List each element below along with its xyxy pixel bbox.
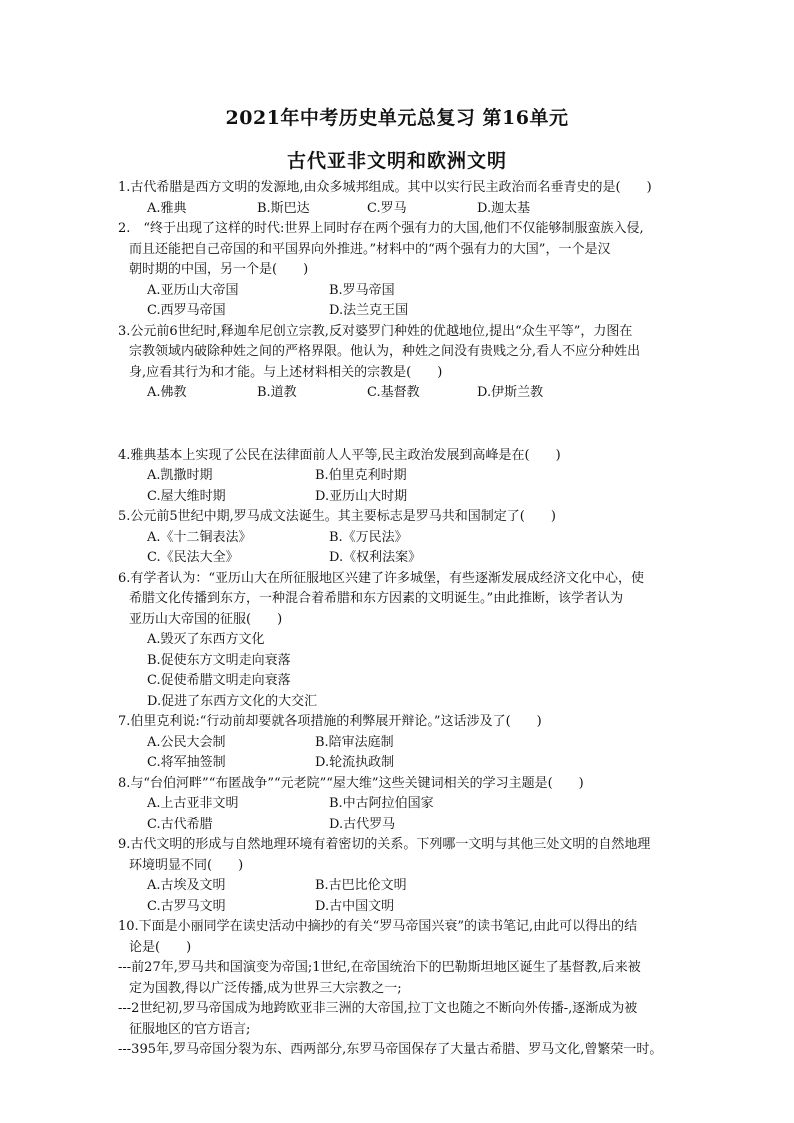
page-title: 2021年中考历史单元总复习 第16单元: [225, 107, 569, 129]
answer-option[interactable]: D.古中国文明: [315, 898, 395, 914]
option-row: [118, 671, 703, 692]
answer-option[interactable]: C.古代希腊: [147, 816, 213, 832]
question-text-line: 7.伯里克利说:“行动前却要就各项措施的利弊展开辩论。”这话涉及了( ): [118, 714, 542, 729]
question-text-line: 2. “终于出现了这样的时代:世界上同时存在两个强有力的大国,他们不仅能够制服蛮族入侵,: [118, 221, 644, 236]
question-text-line: 而且还能把自己帝国的和平国界向外推进。”材料中的“两个强有力的大国”，一个是汉: [129, 241, 611, 257]
reading-note-line: ---前27年,罗马共和国演变为帝国;1世纪,在帝国统治下的巴勒斯坦地区诞生了基督教,后来被: [118, 960, 641, 975]
question-list: [118, 178, 703, 1061]
answer-option[interactable]: C.罗马: [367, 200, 407, 216]
question-8: [118, 774, 703, 836]
option-row: [118, 897, 703, 918]
option-row: [118, 487, 703, 508]
question-text-line: 宗教领域内破除种姓之间的严格界限。他认为，种姓之间没有贵贱之分,看人不应分种姓出: [129, 344, 641, 359]
answer-option[interactable]: C.古罗马文明: [147, 898, 226, 914]
answer-option[interactable]: D.《权利法案》: [329, 550, 422, 565]
option-row: [118, 301, 703, 322]
question-4: [118, 446, 703, 508]
answer-option[interactable]: B.古巴比伦文明: [315, 878, 407, 893]
question-9: [118, 835, 703, 917]
answer-option[interactable]: A.凯撒时期: [147, 468, 213, 483]
question-2: [118, 219, 703, 322]
question-text-line: 8.与“台伯河畔”“布匿战争”“元老院”“屋大维”这些关键词相关的学习主题是( ): [118, 775, 584, 791]
option-row: [118, 753, 703, 774]
option-row: [118, 281, 703, 302]
answer-option[interactable]: D.促进了东西方文化的大交汇: [147, 693, 318, 709]
option-row: [118, 466, 703, 487]
option-row: [118, 528, 703, 549]
answer-option[interactable]: A.亚历山大帝国: [147, 282, 239, 298]
question-3: [118, 322, 703, 404]
question-6: [118, 569, 703, 713]
answer-option[interactable]: A.《十二铜表法》: [147, 529, 252, 545]
question-text-line: 希腊文化传播到东方，一种混合着希腊和东方因素的文明诞生。”由此推断，该学者认为: [129, 591, 624, 606]
reading-note-line: 征服地区的官方语言;: [129, 1021, 251, 1037]
question-text-line: 朝时期的中国，另一个是( ): [129, 262, 309, 277]
question-text-line: 5.公元前5世纪中期,罗马成文法诞生。其主要标志是罗马共和国制定了( ): [118, 509, 556, 524]
answer-option[interactable]: A.毁灭了东西方文化: [147, 632, 265, 647]
answer-option[interactable]: C.屋大维时期: [147, 488, 226, 504]
blank-space: [118, 404, 703, 446]
page-subtitle: 古代亚非文明和欧洲文明: [286, 150, 507, 172]
answer-option[interactable]: D.法兰克王国: [329, 303, 409, 318]
option-row: [118, 199, 703, 220]
question-text-line: 9.古代文明的形成与自然地理环境有着密切的关系。下列哪一文明与其他三处文明的自然地理: [118, 837, 651, 852]
answer-option[interactable]: C.《民法大全》: [147, 550, 239, 565]
answer-option[interactable]: B.道教: [257, 385, 297, 400]
answer-option[interactable]: D.伊斯兰教: [477, 385, 544, 400]
option-row: [118, 383, 703, 404]
option-row: [118, 692, 703, 713]
option-row: [118, 630, 703, 651]
question-7: [118, 712, 703, 774]
question-text-line: 6.有学者认为：“亚历山大在所征服地区兴建了许多城堡，有些逐渐发展成经济文化中心，使: [118, 570, 645, 586]
question-text-line: 3.公元前6世纪时,释迦牟尼创立宗教,反对婆罗门种姓的优越地位,提出“众生平等”，力图在: [118, 323, 633, 339]
question-text-line: 10.下面是小丽同学在读史活动中摘抄的有关“罗马帝国兴衰”的读书笔记,由此可以得出的结: [118, 919, 638, 934]
answer-option[interactable]: B.伯里克利时期: [315, 468, 407, 483]
answer-option[interactable]: B.促使东方文明走向衰落: [147, 652, 291, 668]
answer-option[interactable]: D.轮流执政制: [315, 755, 395, 770]
option-row: [118, 548, 703, 569]
option-row: [118, 794, 703, 815]
option-row: [118, 815, 703, 836]
option-row: [118, 733, 703, 754]
answer-option[interactable]: C.基督教: [367, 385, 420, 400]
answer-option[interactable]: C.将军抽签制: [147, 755, 226, 770]
option-row: [118, 876, 703, 897]
answer-option[interactable]: D.古代罗马: [329, 816, 396, 832]
question-text-line: 1.古代希腊是西方文明的发源地,由众多城邦组成。其中以实行民主政治而名垂青史的是( ): [118, 180, 652, 195]
answer-option[interactable]: C.促使希腊文明走向衰落: [147, 673, 291, 688]
answer-option[interactable]: D.迦太基: [477, 200, 531, 216]
reading-note-line: 定为国教,得以广泛传播,成为世界三大宗教之一;: [129, 980, 402, 996]
question-1: [118, 178, 703, 219]
answer-option[interactable]: B.中古阿拉伯国家: [329, 796, 434, 811]
answer-option[interactable]: D.亚历山大时期: [315, 488, 408, 504]
answer-option[interactable]: C.西罗马帝国: [147, 303, 226, 318]
answer-option[interactable]: B.《万民法》: [329, 529, 408, 545]
answer-option[interactable]: A.雅典: [147, 200, 187, 216]
question-text-line: 论是( ): [129, 939, 192, 955]
answer-option[interactable]: A.古埃及文明: [147, 878, 226, 893]
question-text-line: 4.雅典基本上实现了公民在法律面前人人平等,民主政治发展到高峰是在( ): [118, 447, 561, 463]
answer-option[interactable]: A.公民大会制: [147, 734, 226, 750]
question-text-line: 亚历山大帝国的征服( ): [129, 611, 283, 627]
question-text-line: 身,应看其行为和才能。与上述材料相关的宗教是( ): [129, 364, 443, 380]
answer-option[interactable]: B.罗马帝国: [329, 282, 395, 298]
reading-note-line: ---395年,罗马帝国分裂为东、西两部分,东罗马帝国保存了大量古希腊、罗马文化,曾繁荣一时。: [118, 1042, 663, 1057]
question-text-line: 环境明显不同( ): [129, 857, 244, 873]
question-10: [118, 917, 703, 958]
reading-note-line: ---2世纪初,罗马帝国成为地跨欧亚非三洲的大帝国,拉丁文也随之不断向外传播-,逐渐成为被: [118, 1001, 638, 1016]
answer-option[interactable]: A.佛教: [147, 385, 187, 400]
option-row: [118, 651, 703, 672]
question-5: [118, 507, 703, 569]
answer-option[interactable]: A.上古亚非文明: [147, 796, 239, 811]
answer-option[interactable]: B.陪审法庭制: [315, 734, 394, 750]
answer-option[interactable]: B.斯巴达: [257, 200, 310, 216]
